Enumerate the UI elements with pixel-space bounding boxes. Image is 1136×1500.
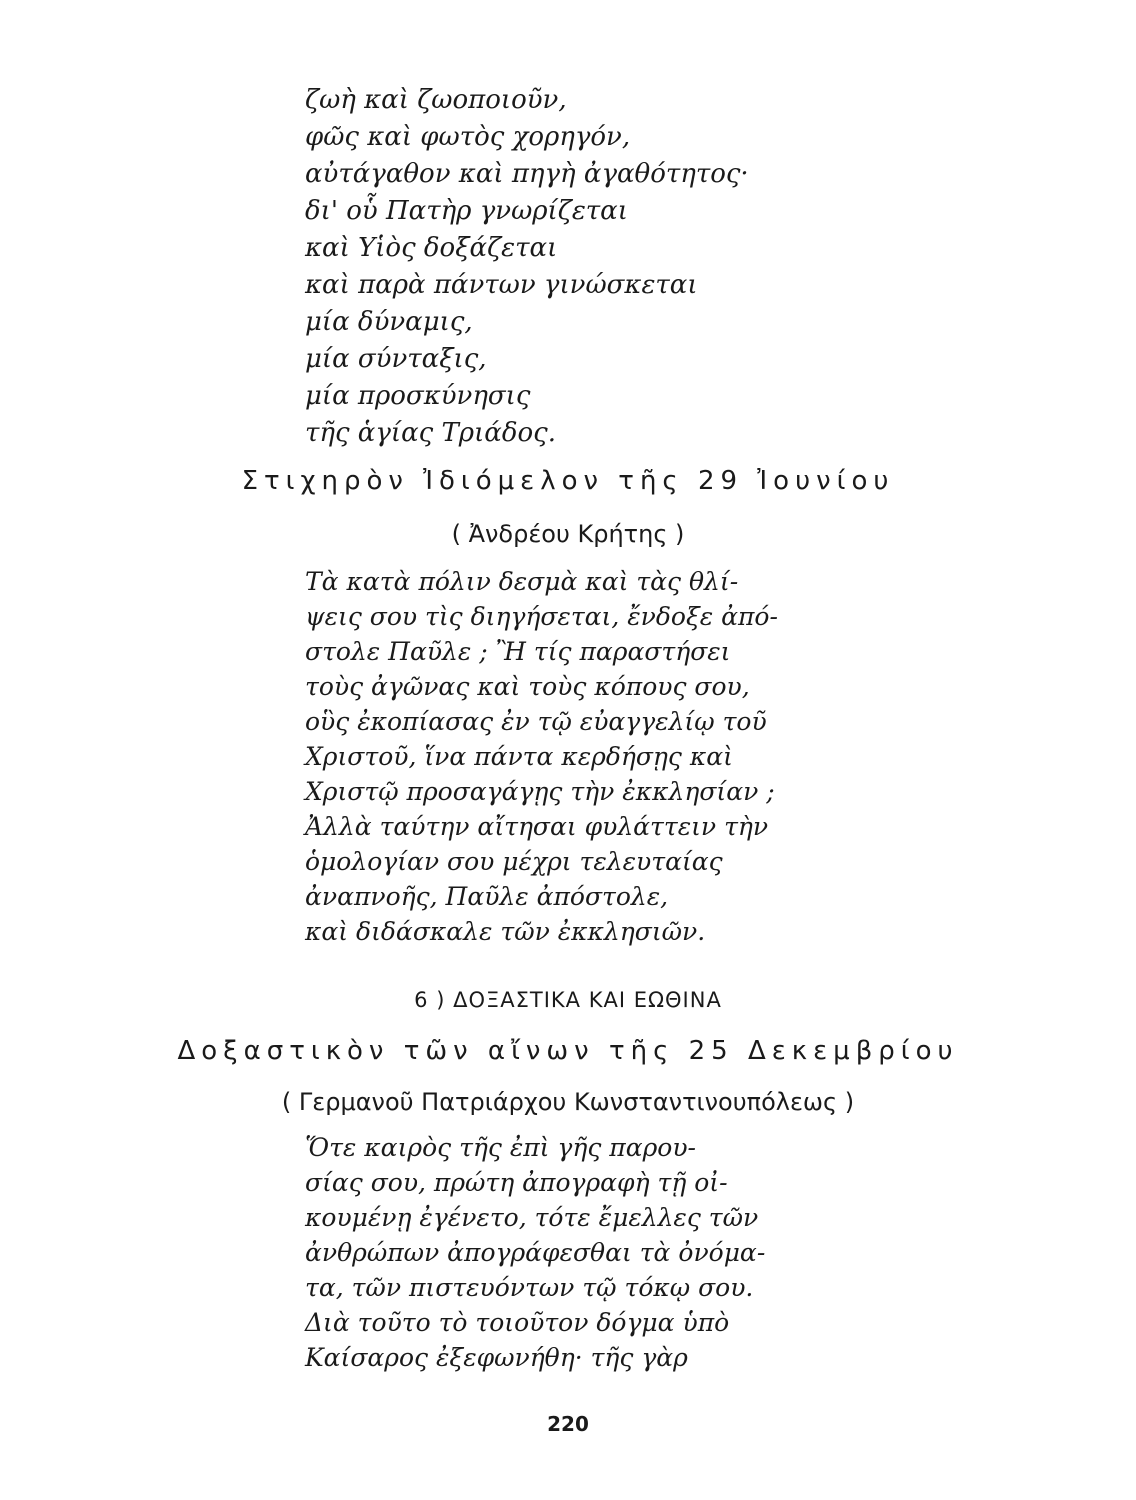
text-line: σίας σου, πρώτη ἀπογραφὴ τῇ οἰ- [305, 1168, 728, 1197]
verse-line: τῆς ἁγίας Τριάδος. [305, 418, 556, 448]
doxastikon-heading: Δοξαστικὸν τῶν αἴνων τῆς 25 Δεκεμβρίου [177, 1036, 959, 1066]
verse-line: καὶ Υἱὸς δοξάζεται [305, 233, 558, 263]
verse-line: καὶ παρὰ πάντων γινώσκεται [305, 270, 698, 300]
text-line: οὓς ἐκοπίασας ἐν τῷ εὐαγγελίῳ τοῦ [305, 707, 767, 736]
doxastikon-author: ( Γερμανοῦ Πατριάρχου Κωνσταντινουπόλεως ) [281, 1088, 855, 1116]
text-line: ἀνθρώπων ἀπογράφεσθαι τὰ ὀνόμα- [305, 1238, 766, 1267]
verse-line: φῶς καὶ φωτὸς χορηγόν, [305, 122, 631, 152]
hymn-verse [305, 82, 865, 452]
text-line: κουμένῃ ἐγένετο, τότε ἔμελλες τῶν [305, 1203, 759, 1232]
text-line: καὶ διδάσκαλε τῶν ἐκκλησιῶν. [305, 917, 706, 946]
text-line: στολε Παῦλε ; Ἢ τίς παραστήσει [305, 637, 731, 666]
text-line: τοὺς ἀγῶνας καὶ τοὺς κόπους σου, [305, 672, 750, 701]
doxastikon-text [305, 1130, 775, 1375]
verse-line: ζωὴ καὶ ζωοποιοῦν, [305, 85, 567, 115]
verse-line: μία σύνταξις, [305, 344, 487, 374]
verse-line: μία προσκύνησις [305, 381, 531, 411]
verse-line: δι' οὗ Πατὴρ γνωρίζεται [305, 196, 628, 226]
page-number: 220 [547, 1412, 589, 1436]
text-line: Καίσαρος ἐξεφωνήθη· τῆς γὰρ [305, 1343, 688, 1372]
text-line: Χριστοῦ, ἵνα πάντα κερδήσῃς καὶ [305, 742, 733, 771]
text-line: τα, τῶν πιστευόντων τῷ τόκῳ σου. [305, 1273, 754, 1302]
section-title: 6 ) ΔΟΞΑΣΤΙΚΑ ΚΑΙ ΕΩΘΙΝΑ [414, 988, 722, 1012]
verse-line: αὐτάγαθον καὶ πηγὴ ἀγαθότητος· [305, 159, 749, 189]
sticheron-heading: Στιχηρὸν Ἰδιόμελον τῆς 29 Ἰουνίου [241, 466, 895, 496]
sticheron-text [305, 564, 778, 949]
text-line: ἀναπνοῆς, Παῦλε ἀπόστολε, [305, 882, 669, 911]
text-line: Διὰ τοῦτο τὸ τοιοῦτον δόγμα ὑπὸ [305, 1308, 730, 1337]
text-line: Χριστῷ προσαγάγῃς τὴν ἐκκλησίαν ; [305, 777, 775, 806]
verse-line: μία δύναμις, [305, 307, 473, 337]
text-line: Τὰ κατὰ πόλιν δεσμὰ καὶ τὰς θλί- [305, 567, 739, 596]
text-line: ψεις σου τὶς διηγήσεται, ἔνδοξε ἀπό- [305, 602, 778, 631]
text-line: Ὅτε καιρὸς τῆς ἐπὶ γῆς παρου- [305, 1133, 696, 1162]
sticheron-author: ( Ἀνδρέου Κρήτης ) [451, 520, 685, 548]
text-line: ὁμολογίαν σου μέχρι τελευταίας [305, 847, 723, 876]
text-line: Ἀλλὰ ταύτην αἴτησαι φυλάττειν τὴν [305, 812, 769, 841]
